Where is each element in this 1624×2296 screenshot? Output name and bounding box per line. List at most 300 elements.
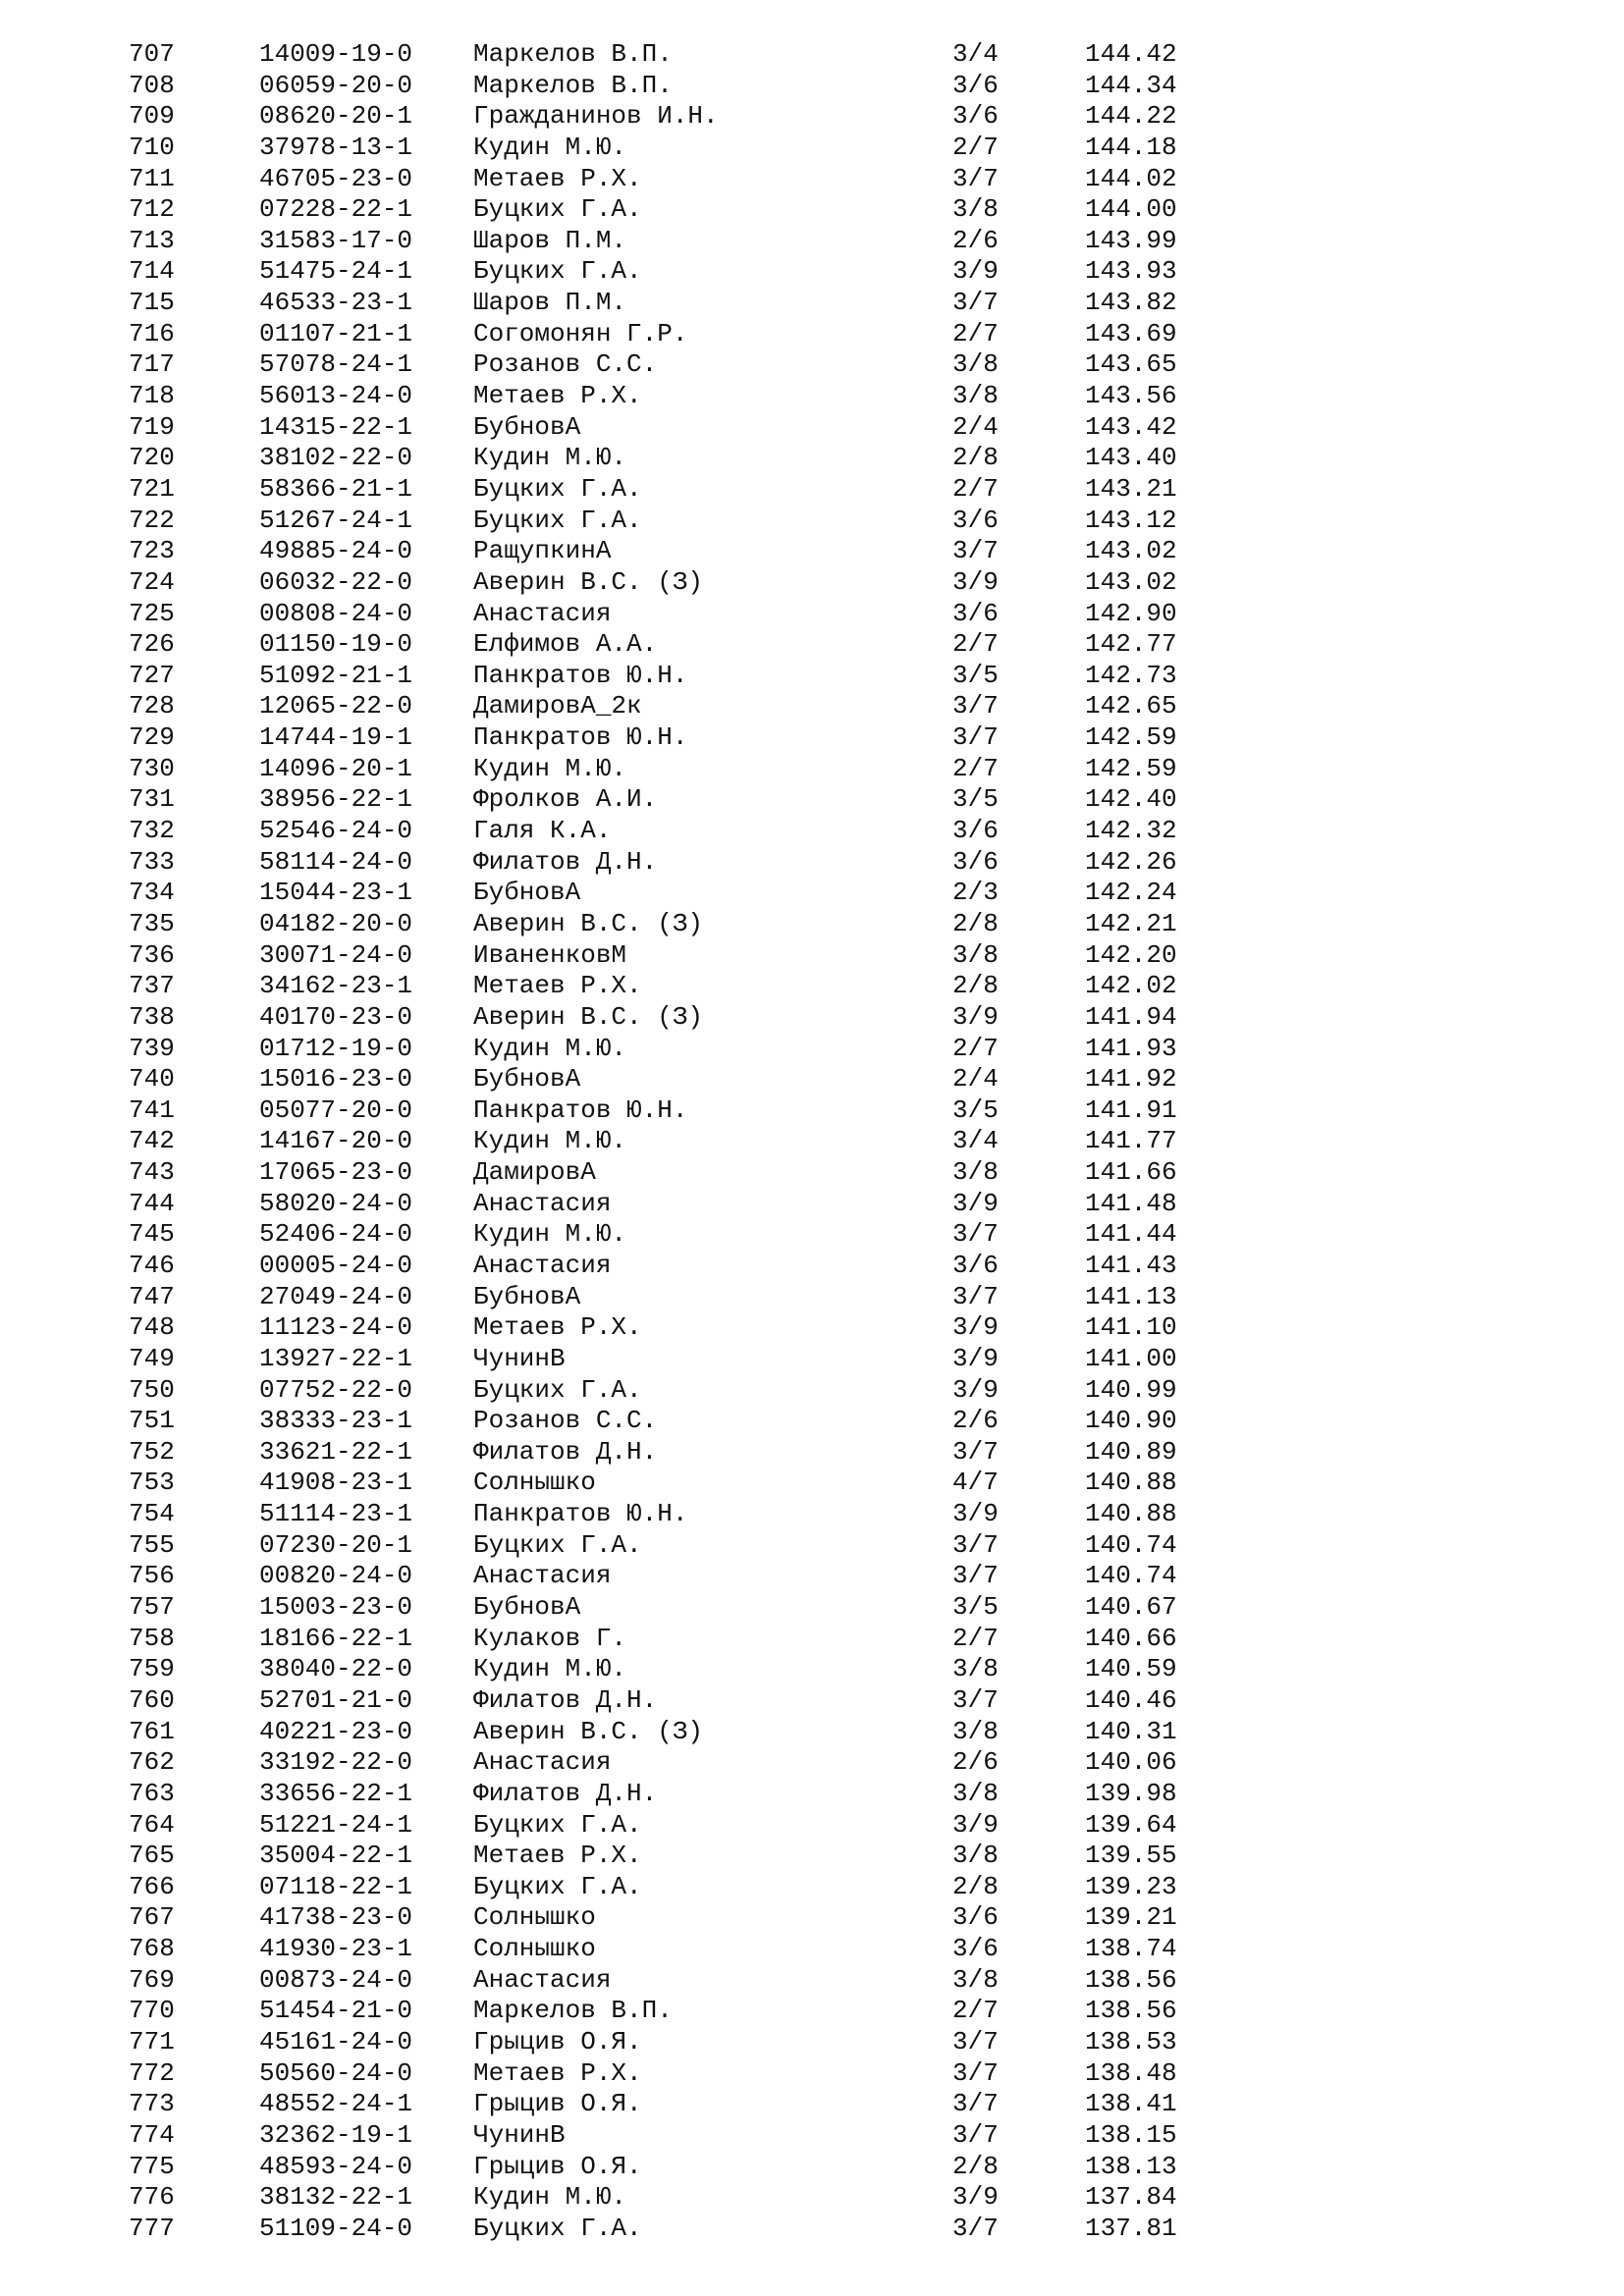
code-cell: 00005-24-0 — [259, 1250, 413, 1280]
table-row — [0, 443, 1624, 474]
code-cell: 48593-24-0 — [259, 2151, 413, 2181]
code-cell: 07752-22-0 — [259, 1374, 413, 1405]
rank-cell: 747 — [129, 1281, 175, 1311]
table-row — [0, 629, 1624, 661]
name-cell: Грыцив О.Я. — [473, 2027, 642, 2056]
rank-cell: 743 — [129, 1157, 175, 1188]
table-row — [0, 754, 1624, 785]
name-cell: Буцких Г.А. — [473, 505, 642, 535]
score-cell: 138.48 — [1085, 2057, 1177, 2088]
code-cell: 57078-24-1 — [259, 349, 413, 380]
code-cell: 14009-19-0 — [259, 39, 413, 69]
table-row — [0, 1034, 1624, 1065]
score-cell: 138.13 — [1085, 2151, 1177, 2181]
rank-cell: 750 — [129, 1374, 175, 1405]
name-cell: Кулаков Г. — [473, 1623, 627, 1653]
ratio-cell: 2/7 — [952, 473, 999, 504]
code-cell: 15016-23-0 — [259, 1064, 413, 1095]
rank-cell: 761 — [129, 1716, 175, 1746]
ratio-cell: 3/6 — [952, 101, 999, 132]
rank-cell: 730 — [129, 753, 175, 783]
name-cell: Розанов С.С. — [473, 349, 658, 380]
ratio-cell: 3/8 — [952, 1157, 999, 1188]
code-cell: 15044-23-1 — [259, 878, 413, 908]
table-row — [0, 2120, 1624, 2152]
ranking-table — [0, 39, 1624, 2244]
ratio-cell: 3/7 — [952, 2119, 999, 2150]
code-cell: 01107-21-1 — [259, 318, 413, 348]
name-cell: БубновА — [473, 1281, 581, 1311]
code-cell: 31583-17-0 — [259, 225, 413, 255]
score-cell: 141.77 — [1085, 1126, 1177, 1156]
score-cell: 143.02 — [1085, 536, 1177, 566]
code-cell: 51092-21-1 — [259, 660, 413, 690]
score-cell: 141.92 — [1085, 1064, 1177, 1095]
rank-cell: 757 — [129, 1592, 175, 1623]
name-cell: ИваненковМ — [473, 939, 627, 970]
table-row — [0, 971, 1624, 1002]
name-cell: БубновА — [473, 1592, 581, 1623]
score-cell: 143.40 — [1085, 443, 1177, 473]
code-cell: 41930-23-1 — [259, 1934, 413, 1964]
code-cell: 30071-24-0 — [259, 939, 413, 970]
rank-cell: 709 — [129, 101, 175, 132]
score-cell: 141.44 — [1085, 1219, 1177, 1250]
name-cell: Галя К.А. — [473, 816, 612, 846]
rank-cell: 713 — [129, 225, 175, 255]
rank-cell: 727 — [129, 660, 175, 690]
rank-cell: 745 — [129, 1219, 175, 1250]
table-row — [0, 1095, 1624, 1127]
name-cell: Грыцив О.Я. — [473, 2151, 642, 2181]
table-row — [0, 1157, 1624, 1189]
ratio-cell: 3/9 — [952, 1188, 999, 1218]
score-cell: 139.21 — [1085, 1902, 1177, 1933]
name-cell: Панкратов Ю.Н. — [473, 1095, 688, 1125]
rank-cell: 715 — [129, 288, 175, 318]
table-row — [0, 1872, 1624, 1903]
ratio-cell: 3/6 — [952, 598, 999, 628]
table-row — [0, 1002, 1624, 1034]
name-cell: Грыцив О.Я. — [473, 2089, 642, 2119]
code-cell: 50560-24-0 — [259, 2057, 413, 2088]
name-cell: Метаев Р.Х. — [473, 163, 642, 193]
name-cell: Буцких Г.А. — [473, 1809, 642, 1840]
ratio-cell: 2/8 — [952, 908, 999, 938]
name-cell: Филатов Д.Н. — [473, 1778, 658, 1808]
rank-cell: 723 — [129, 536, 175, 566]
name-cell: Шаров П.М. — [473, 288, 627, 318]
code-cell: 12065-22-0 — [259, 691, 413, 721]
name-cell: Анастасия — [473, 598, 612, 628]
name-cell: Солнышко — [473, 1934, 596, 1964]
name-cell: Согомонян Г.Р. — [473, 318, 688, 348]
name-cell: Маркелов В.П. — [473, 70, 673, 100]
score-cell: 141.43 — [1085, 1250, 1177, 1280]
code-cell: 17065-23-0 — [259, 1157, 413, 1188]
table-row — [0, 1375, 1624, 1407]
table-row — [0, 1189, 1624, 1220]
name-cell: Буцких Г.А. — [473, 473, 642, 504]
score-cell: 141.13 — [1085, 1281, 1177, 1311]
score-cell: 140.59 — [1085, 1654, 1177, 1684]
code-cell: 33656-22-1 — [259, 1778, 413, 1808]
score-cell: 140.88 — [1085, 1468, 1177, 1498]
table-row — [0, 1312, 1624, 1344]
rank-cell: 766 — [129, 1871, 175, 1901]
ratio-cell: 3/6 — [952, 1902, 999, 1933]
ratio-cell: 2/7 — [952, 629, 999, 660]
rank-cell: 716 — [129, 318, 175, 348]
score-cell: 143.82 — [1085, 288, 1177, 318]
rank-cell: 755 — [129, 1529, 175, 1560]
score-cell: 139.64 — [1085, 1809, 1177, 1840]
ratio-cell: 2/3 — [952, 878, 999, 908]
score-cell: 140.66 — [1085, 1623, 1177, 1653]
code-cell: 05077-20-0 — [259, 1095, 413, 1125]
name-cell: БубновА — [473, 1064, 581, 1095]
ratio-cell: 2/7 — [952, 753, 999, 783]
table-row — [0, 381, 1624, 412]
name-cell: Анастасия — [473, 1561, 612, 1591]
table-row — [0, 1468, 1624, 1499]
name-cell: Кудин М.Ю. — [473, 2182, 627, 2213]
name-cell: Елфимов А.А. — [473, 629, 658, 660]
code-cell: 56013-24-0 — [259, 381, 413, 411]
ratio-cell: 3/4 — [952, 39, 999, 69]
table-row — [0, 194, 1624, 226]
ratio-cell: 2/8 — [952, 1871, 999, 1901]
score-cell: 142.20 — [1085, 939, 1177, 970]
table-row — [0, 288, 1624, 319]
code-cell: 33621-22-1 — [259, 1436, 413, 1467]
ratio-cell: 2/7 — [952, 318, 999, 348]
rank-cell: 764 — [129, 1809, 175, 1840]
name-cell: Метаев Р.Х. — [473, 2057, 642, 2088]
code-cell: 51454-21-0 — [259, 1996, 413, 2026]
ratio-cell: 3/9 — [952, 1343, 999, 1373]
code-cell: 51267-24-1 — [259, 505, 413, 535]
ratio-cell: 2/8 — [952, 971, 999, 1001]
code-cell: 38956-22-1 — [259, 784, 413, 815]
table-row — [0, 1779, 1624, 1810]
code-cell: 40221-23-0 — [259, 1716, 413, 1746]
score-cell: 138.41 — [1085, 2089, 1177, 2119]
score-cell: 143.69 — [1085, 318, 1177, 348]
ratio-cell: 3/9 — [952, 1809, 999, 1840]
ratio-cell: 2/6 — [952, 225, 999, 255]
table-row — [0, 2214, 1624, 2245]
name-cell: Буцких Г.А. — [473, 194, 642, 225]
rank-cell: 759 — [129, 1654, 175, 1684]
code-cell: 14167-20-0 — [259, 1126, 413, 1156]
name-cell: Солнышко — [473, 1902, 596, 1933]
code-cell: 58114-24-0 — [259, 846, 413, 877]
ratio-cell: 2/6 — [952, 1747, 999, 1778]
ratio-cell: 3/9 — [952, 1499, 999, 1529]
table-row — [0, 2089, 1624, 2120]
score-cell: 141.91 — [1085, 1095, 1177, 1125]
rank-cell: 711 — [129, 163, 175, 193]
ratio-cell: 2/7 — [952, 1996, 999, 2026]
ratio-cell: 3/5 — [952, 660, 999, 690]
code-cell: 58020-24-0 — [259, 1188, 413, 1218]
name-cell: Буцких Г.А. — [473, 1871, 642, 1901]
code-cell: 51221-24-1 — [259, 1809, 413, 1840]
score-cell: 140.74 — [1085, 1561, 1177, 1591]
score-cell: 140.89 — [1085, 1436, 1177, 1467]
code-cell: 52406-24-0 — [259, 1219, 413, 1250]
table-row — [0, 536, 1624, 567]
rank-cell: 729 — [129, 722, 175, 753]
score-cell: 140.06 — [1085, 1747, 1177, 1778]
code-cell: 35004-22-1 — [259, 1841, 413, 1871]
code-cell: 45161-24-0 — [259, 2027, 413, 2056]
table-row — [0, 1561, 1624, 1592]
score-cell: 142.59 — [1085, 753, 1177, 783]
rank-cell: 773 — [129, 2089, 175, 2119]
name-cell: Метаев Р.Х. — [473, 1841, 642, 1871]
rank-cell: 722 — [129, 505, 175, 535]
score-cell: 142.40 — [1085, 784, 1177, 815]
code-cell: 06059-20-0 — [259, 70, 413, 100]
table-row — [0, 1902, 1624, 1934]
code-cell: 04182-20-0 — [259, 908, 413, 938]
score-cell: 138.74 — [1085, 1934, 1177, 1964]
ratio-cell: 3/6 — [952, 816, 999, 846]
name-cell: Филатов Д.Н. — [473, 1436, 658, 1467]
ratio-cell: 3/8 — [952, 1964, 999, 1995]
ratio-cell: 3/7 — [952, 1684, 999, 1715]
code-cell: 00873-24-0 — [259, 1964, 413, 1995]
ratio-cell: 3/9 — [952, 1001, 999, 1032]
ratio-cell: 3/7 — [952, 2057, 999, 2088]
table-row — [0, 599, 1624, 630]
name-cell: Анастасия — [473, 1188, 612, 1218]
table-row — [0, 164, 1624, 195]
table-row — [0, 2058, 1624, 2090]
table-row — [0, 349, 1624, 381]
score-cell: 142.24 — [1085, 878, 1177, 908]
rank-cell: 735 — [129, 908, 175, 938]
rank-cell: 728 — [129, 691, 175, 721]
name-cell: Маркелов В.П. — [473, 1996, 673, 2026]
name-cell: Метаев Р.Х. — [473, 381, 642, 411]
code-cell: 52701-21-0 — [259, 1684, 413, 1715]
table-row — [0, 878, 1624, 909]
rank-cell: 767 — [129, 1902, 175, 1933]
rank-cell: 736 — [129, 939, 175, 970]
table-row — [0, 1530, 1624, 1562]
table-row — [0, 101, 1624, 133]
ratio-cell: 3/5 — [952, 1095, 999, 1125]
code-cell: 00820-24-0 — [259, 1561, 413, 1591]
ratio-cell: 3/8 — [952, 1654, 999, 1684]
rank-cell: 725 — [129, 598, 175, 628]
code-cell: 58366-21-1 — [259, 473, 413, 504]
score-cell: 144.00 — [1085, 194, 1177, 225]
table-row — [0, 71, 1624, 102]
rank-cell: 724 — [129, 566, 175, 597]
name-cell: Панкратов Ю.Н. — [473, 1499, 688, 1529]
score-cell: 142.90 — [1085, 598, 1177, 628]
rank-cell: 770 — [129, 1996, 175, 2026]
ratio-cell: 3/9 — [952, 1374, 999, 1405]
table-row — [0, 1064, 1624, 1095]
table-row — [0, 226, 1624, 257]
rank-cell: 775 — [129, 2151, 175, 2181]
score-cell: 143.21 — [1085, 473, 1177, 504]
table-row — [0, 940, 1624, 972]
table-row — [0, 1251, 1624, 1282]
rank-cell: 754 — [129, 1499, 175, 1529]
table-row — [0, 412, 1624, 444]
table-row — [0, 133, 1624, 164]
code-cell: 01712-19-0 — [259, 1033, 413, 1063]
score-cell: 140.46 — [1085, 1684, 1177, 1715]
name-cell: Кудин М.Ю. — [473, 1126, 627, 1156]
name-cell: Розанов С.С. — [473, 1406, 658, 1436]
ratio-cell: 3/7 — [952, 288, 999, 318]
name-cell: ДамировА_2к — [473, 691, 642, 721]
rank-cell: 752 — [129, 1436, 175, 1467]
ratio-cell: 2/7 — [952, 1623, 999, 1653]
table-row — [0, 909, 1624, 940]
score-cell: 143.12 — [1085, 505, 1177, 535]
score-cell: 139.55 — [1085, 1841, 1177, 1871]
ratio-cell: 3/6 — [952, 505, 999, 535]
rank-cell: 772 — [129, 2057, 175, 2088]
name-cell: Панкратов Ю.Н. — [473, 722, 688, 753]
name-cell: Солнышко — [473, 1468, 596, 1498]
score-cell: 144.42 — [1085, 39, 1177, 69]
table-row — [0, 319, 1624, 350]
score-cell: 142.59 — [1085, 722, 1177, 753]
rank-cell: 762 — [129, 1747, 175, 1778]
code-cell: 13927-22-1 — [259, 1343, 413, 1373]
rank-cell: 765 — [129, 1841, 175, 1871]
rank-cell: 774 — [129, 2119, 175, 2150]
score-cell: 137.81 — [1085, 2213, 1177, 2243]
score-cell: 137.84 — [1085, 2182, 1177, 2213]
code-cell: 08620-20-1 — [259, 101, 413, 132]
ratio-cell: 3/9 — [952, 1312, 999, 1343]
ratio-cell: 3/6 — [952, 846, 999, 877]
name-cell: Кудин М.Ю. — [473, 132, 627, 162]
code-cell: 15003-23-0 — [259, 1592, 413, 1623]
rank-cell: 751 — [129, 1406, 175, 1436]
score-cell: 142.65 — [1085, 691, 1177, 721]
ratio-cell: 3/9 — [952, 2182, 999, 2213]
score-cell: 138.53 — [1085, 2027, 1177, 2056]
rank-cell: 753 — [129, 1468, 175, 1498]
rank-cell: 707 — [129, 39, 175, 69]
rank-cell: 737 — [129, 971, 175, 1001]
ratio-cell: 3/7 — [952, 1529, 999, 1560]
code-cell: 46705-23-0 — [259, 163, 413, 193]
name-cell: ЧунинВ — [473, 1343, 566, 1373]
rank-cell: 708 — [129, 70, 175, 100]
ratio-cell: 3/8 — [952, 1778, 999, 1808]
code-cell: 38102-22-0 — [259, 443, 413, 473]
score-cell: 143.42 — [1085, 411, 1177, 442]
ratio-cell: 3/7 — [952, 691, 999, 721]
table-row — [0, 1841, 1624, 1872]
ratio-cell: 3/7 — [952, 722, 999, 753]
table-row — [0, 474, 1624, 506]
table-row — [0, 1282, 1624, 1313]
code-cell: 38132-22-1 — [259, 2182, 413, 2213]
rank-cell: 741 — [129, 1095, 175, 1125]
score-cell: 142.77 — [1085, 629, 1177, 660]
code-cell: 33192-22-0 — [259, 1747, 413, 1778]
rank-cell: 748 — [129, 1312, 175, 1343]
table-row — [0, 39, 1624, 71]
rank-cell: 756 — [129, 1561, 175, 1591]
name-cell: Кудин М.Ю. — [473, 753, 627, 783]
table-row — [0, 1592, 1624, 1624]
table-row — [0, 1219, 1624, 1251]
score-cell: 142.21 — [1085, 908, 1177, 938]
name-cell: Панкратов Ю.Н. — [473, 660, 688, 690]
ratio-cell: 3/6 — [952, 1250, 999, 1280]
code-cell: 14744-19-1 — [259, 722, 413, 753]
code-cell: 52546-24-0 — [259, 816, 413, 846]
rank-cell: 710 — [129, 132, 175, 162]
ratio-cell: 3/4 — [952, 1126, 999, 1156]
score-cell: 143.02 — [1085, 566, 1177, 597]
ratio-cell: 3/7 — [952, 1281, 999, 1311]
ratio-cell: 2/7 — [952, 132, 999, 162]
table-row — [0, 1996, 1624, 2027]
score-cell: 142.02 — [1085, 971, 1177, 1001]
table-row — [0, 1344, 1624, 1375]
score-cell: 144.22 — [1085, 101, 1177, 132]
table-row — [0, 1126, 1624, 1157]
code-cell: 01150-19-0 — [259, 629, 413, 660]
ratio-cell: 3/7 — [952, 1219, 999, 1250]
code-cell: 06032-22-0 — [259, 566, 413, 597]
ratio-cell: 3/8 — [952, 1841, 999, 1871]
code-cell: 11123-24-0 — [259, 1312, 413, 1343]
ratio-cell: 3/8 — [952, 194, 999, 225]
table-row — [0, 1499, 1624, 1530]
table-row — [0, 1685, 1624, 1717]
code-cell: 27049-24-0 — [259, 1281, 413, 1311]
rank-cell: 742 — [129, 1126, 175, 1156]
ratio-cell: 3/8 — [952, 381, 999, 411]
code-cell: 38333-23-1 — [259, 1406, 413, 1436]
name-cell: Маркелов В.П. — [473, 39, 673, 69]
code-cell: 32362-19-1 — [259, 2119, 413, 2150]
ratio-cell: 3/5 — [952, 784, 999, 815]
table-row — [0, 2152, 1624, 2183]
ratio-cell: 3/6 — [952, 1934, 999, 1964]
rank-cell: 769 — [129, 1964, 175, 1995]
table-row — [0, 816, 1624, 847]
name-cell: Филатов Д.Н. — [473, 1684, 658, 1715]
rank-cell: 734 — [129, 878, 175, 908]
code-cell: 07118-22-1 — [259, 1871, 413, 1901]
score-cell: 142.73 — [1085, 660, 1177, 690]
table-row — [0, 847, 1624, 879]
name-cell: Аверин В.С. (З) — [473, 908, 704, 938]
name-cell: Кудин М.Ю. — [473, 1033, 627, 1063]
name-cell: Буцких Г.А. — [473, 1529, 642, 1560]
table-row — [0, 1717, 1624, 1748]
score-cell: 141.00 — [1085, 1343, 1177, 1373]
name-cell: БубновА — [473, 411, 581, 442]
